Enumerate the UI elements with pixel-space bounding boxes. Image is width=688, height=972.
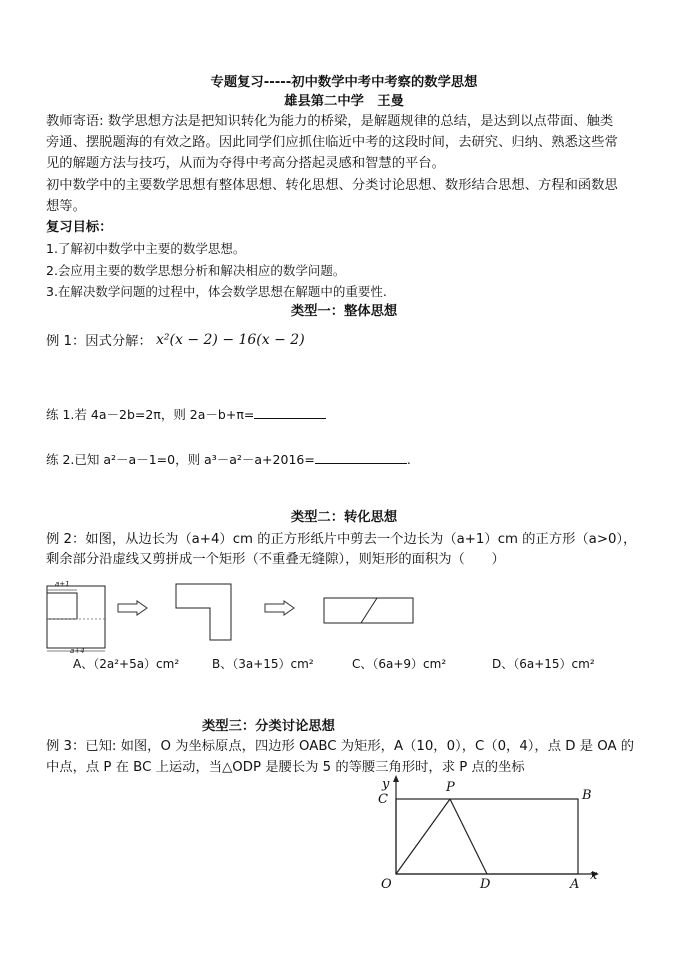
example3-line-1: 例 3：已知: 如图，O 为坐标原点，四边形 OABC 为矩形，A（10，0），C（0，4），点 D 是 OA 的 [46,739,635,754]
goal-item-2: 2.会应用主要的数学思想分析和解决相应的数学问题。 [46,263,346,278]
axis-label-y: y [382,777,390,792]
practice2-answer-blank[interactable] [315,449,407,464]
type3-heading: 类型三：分类讨论思想 [202,719,335,734]
l-shape-figure [172,582,236,644]
arrow-right-icon [117,600,149,616]
doc-author: 雄县第二中学 王曼 [284,94,404,109]
arrow-right-icon [264,600,296,616]
point-label-a: A [570,877,580,892]
example1-label: 例 1：因式分解： [46,334,152,349]
type2-heading: 类型二：转化思想 [290,510,398,525]
practice1-text: 练 1.若 4a－2b=2π，则 2a－b+π= [46,404,326,424]
goals-heading: 复习目标： [46,220,113,235]
intro-line-2: 旁通、摆脱题海的有效之路。因此同学们应抓住临近中考的这段时间，去研究、归纳、熟悉这些常 [46,135,618,150]
point-label-p: P [446,780,455,795]
example1-expression: x²(x − 2) − 16(x − 2) [156,332,305,348]
example2-line-2: 剩余部分沿虚线又剪拼成一个矩形（不重叠无缝隙），则矩形的面积为（ ） [46,552,505,567]
intro-line-4: 初中数学中的主要数学思想有整体思想、转化思想、分类讨论思想、数形结合思想、方程和函数思 [46,178,618,193]
fig-label-a-plus-4: a+4 [70,647,85,655]
point-label-o: O [381,877,392,892]
example2-line-1: 例 2：如图，从边长为（a+4）cm 的正方形纸片中剪去一个边长为（a+1）cm 的正方形（a>0）， [46,532,637,547]
option-b[interactable]: B、（3a+15）cm² [212,657,314,671]
fig-label-a-plus-1: a+1 [55,580,70,588]
practice2-text: 练 2.已知 a²－a－1=0，则 a³－a²－a+2016= . [46,449,411,469]
intro-line-5: 想等。 [46,199,86,214]
option-d[interactable]: D、（6a+15）cm² [492,657,595,671]
option-c[interactable]: C、（6a+9）cm² [352,657,447,671]
goal-item-3: 3.在解决数学问题的过程中，体会数学思想在解题中的重要性. [46,284,387,299]
option-a[interactable]: A、（2a²+5a）cm² [73,657,180,671]
doc-title: 专题复习-----初中数学中考中考察的数学思想 [210,75,478,90]
type1-heading: 类型一：整体思想 [290,304,398,319]
point-label-b: B [582,788,592,803]
practice1-answer-blank[interactable] [254,404,326,419]
goal-item-1: 1.了解初中数学中主要的数学思想。 [46,241,246,256]
intro-line-3: 见的解题方法与技巧，从而为夺得中考高分搭起灵感和智慧的平台。 [46,156,445,171]
point-label-c: C [378,792,388,807]
axis-label-x: x [590,868,598,883]
point-label-d: D [480,877,491,892]
example3-line-2: 中点，点 P 在 BC 上运动，当△ODP 是腰长为 5 的等腰三角形时，求 P 点的坐标 [46,760,525,775]
rectangle-figure [322,596,416,626]
intro-line-1: 教师寄语: 数学思想方法是把知识转化为能力的桥梁，是解题规律的总结，是达到以点带面、触类 [46,114,614,129]
cut-square-figure [40,580,110,655]
